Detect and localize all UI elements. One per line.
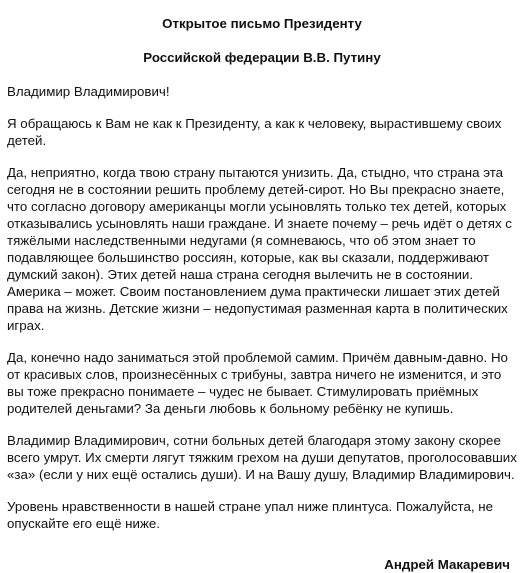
letter-addressee: Российской федерации В.В. Путину bbox=[143, 50, 381, 65]
paragraph-2: Да, неприятно, когда твою страну пытаются унизить. Да, стыдно, что страна эта сегодня не в состоянии решить проблему детей-сирот. Но Вы прекрасно знаете, что согласно договору американцы могли усыновлять только тех детей, которых отказывались усыновлять наши граждане. И знаете почему – речь идёт о детях с тяжёлыми наследственными недугами (я сомневаюсь, что об этом знает то подавляющее большинство россиян, которые, как вы сказали, поддерживают думский закон). Этих детей наша страна сегодня вылечить не в состоянии. Америка – может. Своим постановлением дума практически лишает этих детей права на жизнь. Детские жизни – недопустимая разменная карта в политических играх. bbox=[7, 165, 512, 333]
letter-title: Открытое письмо Президенту bbox=[162, 16, 362, 31]
letter-greeting: Владимир Владимирович! bbox=[7, 84, 170, 99]
paragraph-3: Да, конечно надо заниматься этой проблемой самим. Причём давным-давно. Но от красивых слов, произнесённых с трибуны, завтра ничего не изменится, и это вы тоже прекрасно понимаете – чудес не бывает. Стимулировать приёмных родителей деньгами? За деньги любовь к больному ребёнку не купишь. bbox=[7, 350, 508, 416]
paragraph-1: Я обращаюсь к Вам не как к Президенту, а как к человеку, вырастившему своих детей. bbox=[7, 116, 502, 148]
letter-document bbox=[7, 0, 517, 573]
letter-signature: Андрей Макаревич bbox=[384, 557, 510, 572]
paragraph-5: Уровень нравственности в нашей стране упал ниже плинтуса. Пожалуйста, не опускайте его ещё ниже. bbox=[7, 499, 493, 531]
paragraph-4: Владимир Владимирович, сотни больных детей благодаря этому закону скорее всего умрут. Их смерти лягут тяжким грехом на души депутатов, проголосовавших «за» (если у них ещё остались души). И на Вашу душу, Владимир Владимирович. bbox=[7, 433, 517, 482]
